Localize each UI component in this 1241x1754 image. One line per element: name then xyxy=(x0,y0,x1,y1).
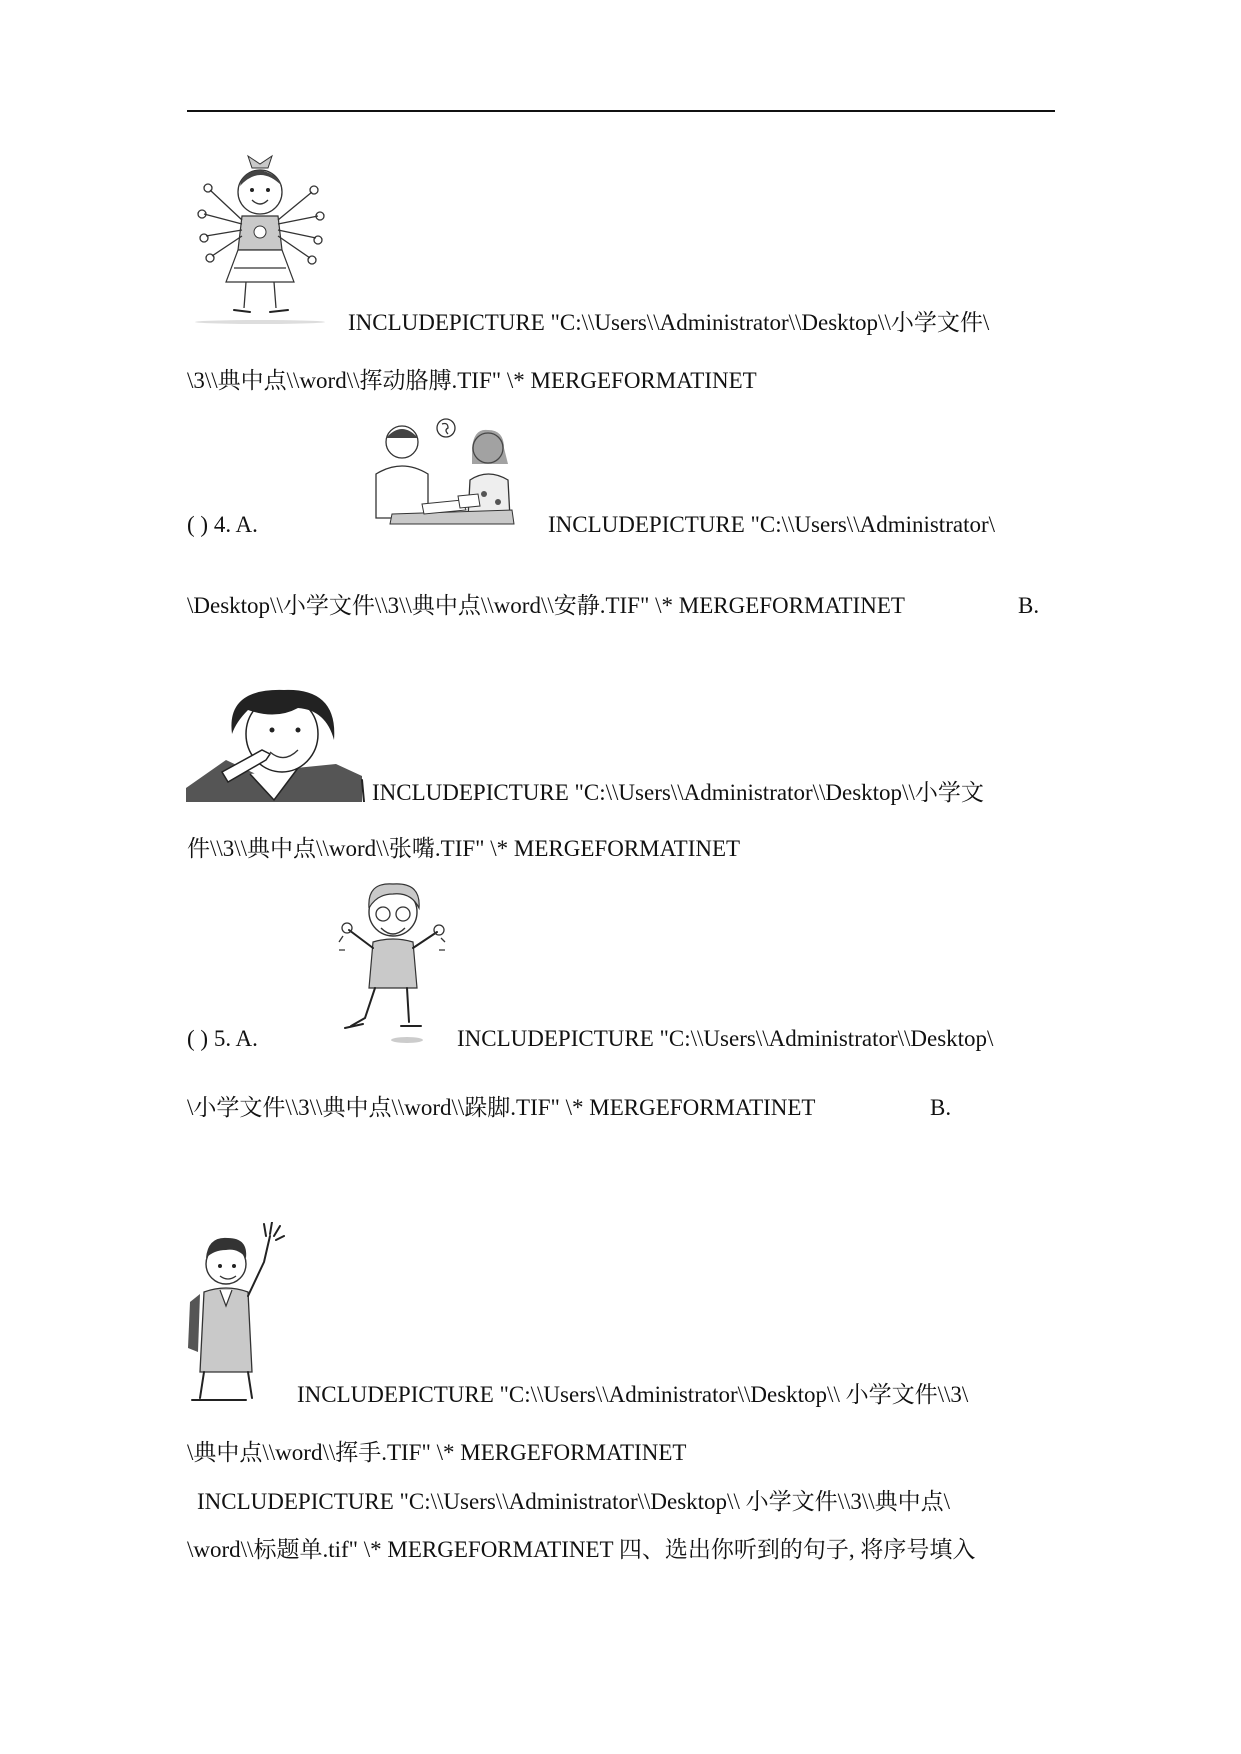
girl-waving-arms-icon xyxy=(190,150,340,326)
field-code-line: INCLUDEPICTURE "C:\\Users\\Administrator\\Desktop\\ 小学文件\\3\\典中点\ xyxy=(197,1489,951,1514)
waving-hand-icon xyxy=(186,1222,286,1402)
header-rule xyxy=(187,110,1055,112)
section-heading-line: \word\\标题单.tif" \* MERGEFORMATINET 四、选出你听到的句子, 将序号填入 xyxy=(187,1537,976,1562)
field-code-line: INCLUDEPICTURE "C:\\Users\\Administrator\\Desktop\\ 小学文件\\3\ xyxy=(297,1382,969,1407)
field-code-line: \3\\典中点\\word\\挥动胳膊.TIF" \* MERGEFORMATINET xyxy=(187,368,757,393)
field-code-line: INCLUDEPICTURE "C:\\Users\\Administrator\\Desktop\ xyxy=(457,1026,994,1051)
field-code-line: INCLUDEPICTURE "C:\\Users\\Administrator\\Desktop\\小学文 xyxy=(372,780,984,805)
question-5-prefix: ( ) 5. A. xyxy=(187,1026,258,1051)
option-b-label: B. xyxy=(1018,593,1040,618)
option-b-label: B. xyxy=(930,1095,952,1120)
field-code-line: 件\\3\\典中点\\word\\张嘴.TIF" \* MERGEFORMATINET xyxy=(187,836,741,861)
open-mouth-icon xyxy=(186,684,366,802)
field-code-line: \Desktop\\小学文件\\3\\典中点\\word\\安静.TIF" \* MERGEFORMATINET xyxy=(187,593,905,618)
quiet-reading-icon xyxy=(362,414,532,526)
field-code-line: \典中点\\word\\挥手.TIF" \* MERGEFORMATINET xyxy=(187,1440,687,1465)
field-code-line: INCLUDEPICTURE "C:\\Users\\Administrator\ xyxy=(548,512,996,537)
field-code-line: \小学文件\\3\\典中点\\word\\跺脚.TIF" \* MERGEFORMATINET xyxy=(187,1095,816,1120)
field-code-line: INCLUDEPICTURE "C:\\Users\\Administrator\\Desktop\\小学文件\ xyxy=(348,310,990,335)
question-4-prefix: ( ) 4. A. xyxy=(187,512,258,537)
stamping-feet-icon xyxy=(337,878,449,1046)
